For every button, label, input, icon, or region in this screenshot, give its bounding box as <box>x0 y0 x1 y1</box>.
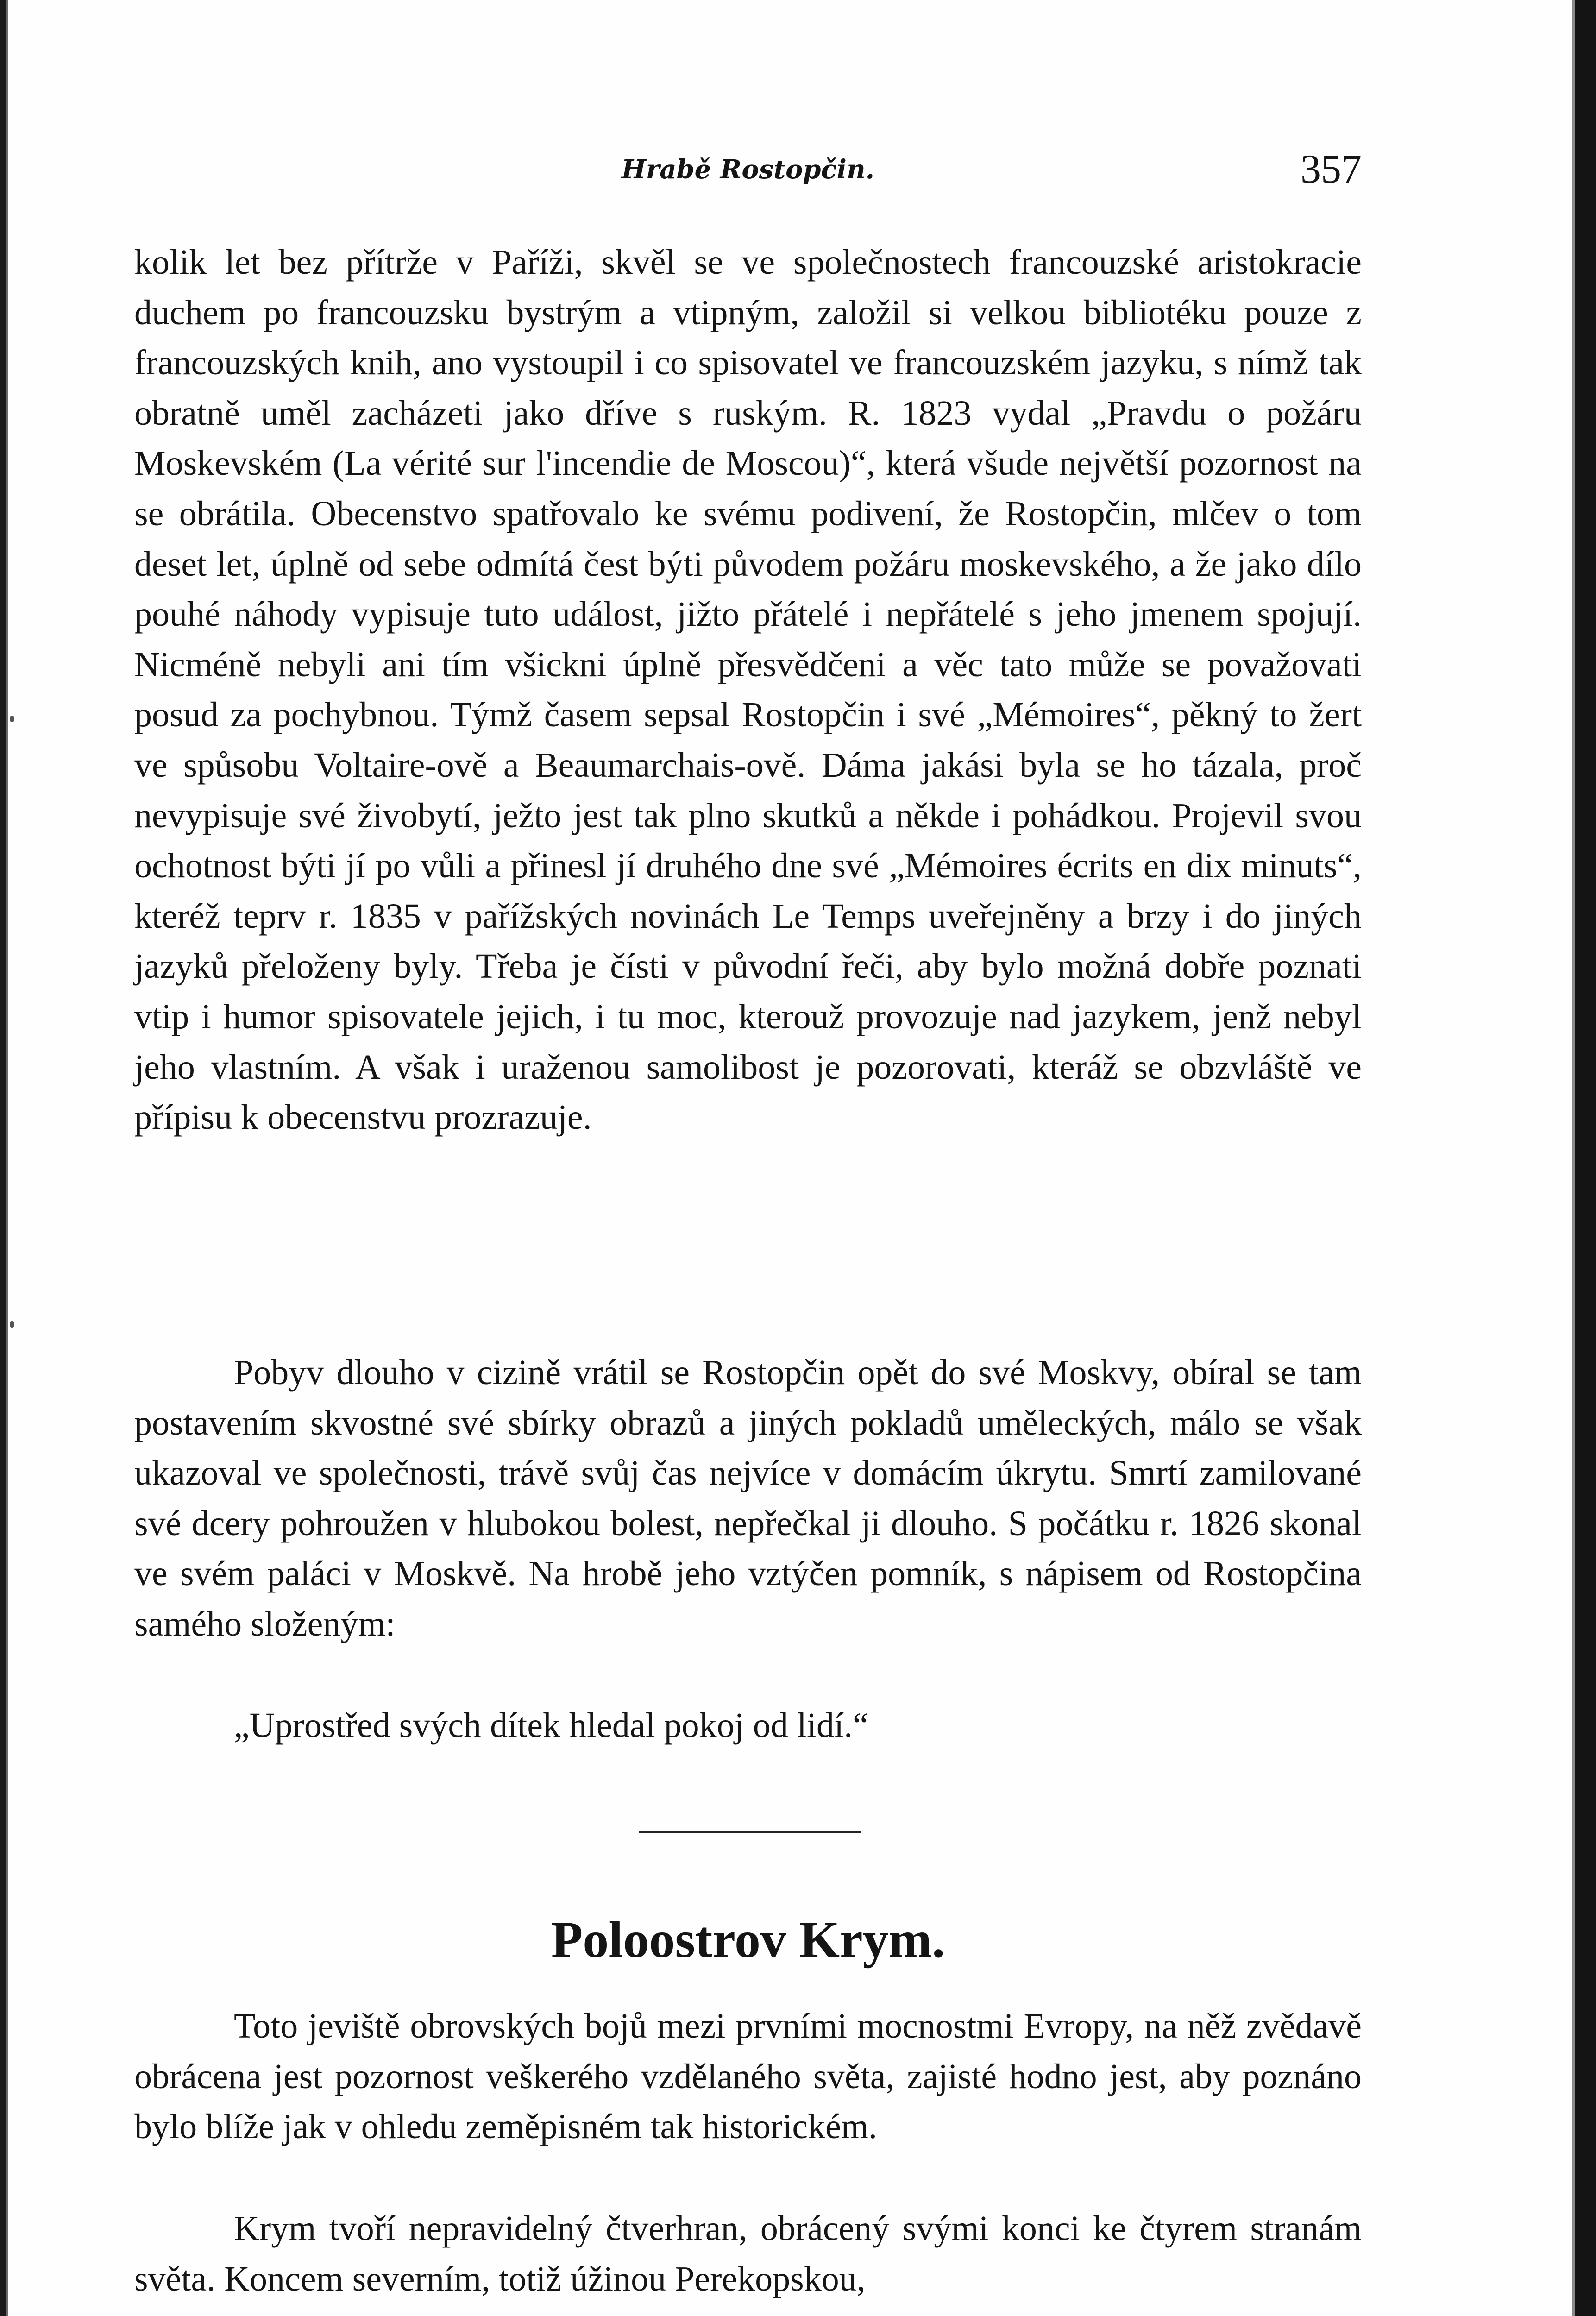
margin-speck <box>10 1321 14 1328</box>
page-number: 357 <box>1301 147 1362 192</box>
body-paragraph: kolik let bez přítrže v Paříži, skvěl se ve společnostech francouzské aristokracie duchem po francouzsku bystrým a vtipným, založil si velkou bibliotéku pouze z francouzských knih, ano vystoupil i co spisovatel ve francouzském jazyku, s nímž tak obratně uměl zacházeti jako dříve s ruským. R. 1823 vydal „Pravdu o požáru Moskevském (La vérité sur l'incendie de Moscou)“, která všude největší pozornost na se obrátila. Obecenstvo spatřovalo ke svému podivení, že Rostopčin, mlčev o tom deset let, úplně od sebe odmítá čest býti původem požáru moskevského, a že jako dílo pouhé náhody vypisuje tuto událost, jižto přátelé i nepřátelé s jeho jmenem spojují. Nicméně nebyli ani tím všickni úplně přesvědčeni a věc tato může se považovati posud za pochybnou. Týmž časem sepsal Rostopčin i své „Mémoires“, pěkný to žert ve spůsobu Voltaire-ově a Beaumarchais-ově. Dáma jakási byla se ho tázala, proč nevypisuje své živobytí, ježto jest tak plno skutků a někde i pohádkou. Projevil svou ochotnost býti jí po vůli a přinesl jí druhého dne své „Mémoires écrits en dix minuts“, kteréž teprv r. 1835 v pařížských novinách Le Temps uveřejněny a brzy i do jiných jazyků přeloženy byly. Třeba je čísti v původní řeči, aby bylo možná dobře poznati vtip i humor spisovatele jejich, i tu moc, kterouž provozuje nad jazykem, jenž nebyl jeho vlastním. A však i uraženou samolibost je pozorovati, kteráž se obzvláště ve přípisu k obecenstvu prozrazuje. <box>134 243 1362 1137</box>
section-divider <box>639 1831 861 1833</box>
section-title: Poloostrov Krym. <box>551 1911 945 1969</box>
scan-edge-left <box>0 0 6 2316</box>
section-paragraph: Krym tvoří nepravidelný čtverhran, obrácený svými konci ke čtyrem stranám světa. Koncem severním, totiž úžinou Perekopskou, <box>134 2209 1362 2298</box>
running-title: Hrabě Rostopčin. <box>621 154 875 185</box>
scan-edge-right-shadow <box>1572 0 1575 2316</box>
scan-edge-left-shadow <box>6 0 8 2316</box>
epitaph-quote: „Uprostřed svých dítek hledal pokoj od lidí.“ <box>234 1706 868 1745</box>
page-header <box>134 146 1362 197</box>
margin-speck <box>10 716 14 722</box>
body-paragraph: Pobyv dlouho v cizině vrátil se Rostopčin opět do své Moskvy, obíral se tam postavením skvostné své sbírky obrazů a jiných pokladů uměleckých, málo se však ukazoval ve společnosti, trávě svůj čas nejvíce v domácím úkrytu. Smrtí zamilované své dcery pohroužen v hlubokou bolest, nepřečkal ji dlouho. S počátku r. 1826 skonal ve svém paláci v Moskvě. Na hrobě jeho vztýčen pomník, s nápisem od Rostopčina samého složeným: <box>134 1353 1362 1643</box>
section-paragraph: Toto jeviště obrovských bojů mezi prvními mocnostmi Evropy, na něž zvědavě obrácena jest pozornost veškerého vzdělaného světa, zajisté hodno jest, aby poznáno bylo blíže jak v ohledu zeměpisném tak historickém. <box>134 2007 1362 2146</box>
scan-edge-right <box>1575 0 1596 2316</box>
